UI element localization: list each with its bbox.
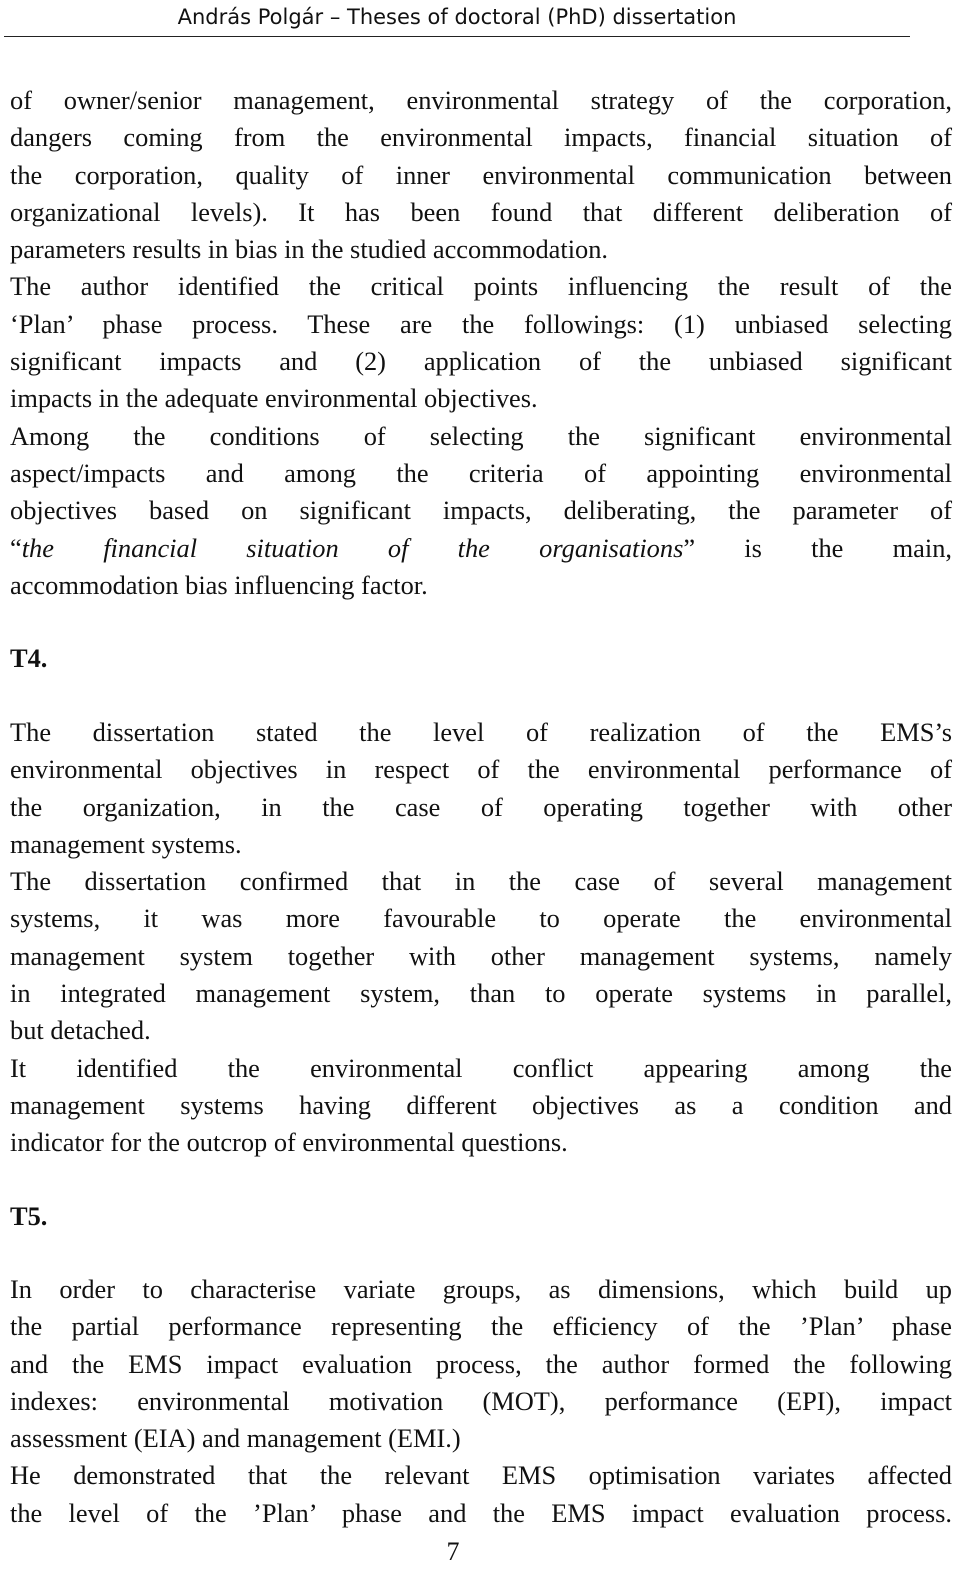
- text-line: indicator for the outcrop of environmental questions.: [10, 1127, 568, 1158]
- running-header: András Polgár – Theses of doctoral (PhD) dissertation: [4, 0, 910, 37]
- paragraph-block-1: [10, 82, 952, 604]
- plain-word: is: [744, 532, 762, 563]
- text-line: parameters results in bias in the studied accommodation.: [10, 234, 609, 265]
- page-number: 7: [446, 1537, 460, 1566]
- text-line: assessment (EIA) and management (EMI.): [10, 1423, 461, 1454]
- paragraph-block-3: [10, 1271, 952, 1532]
- text-line: It identified the environmental conflict appearing among the: [10, 1052, 952, 1083]
- text-line: management systems.: [10, 828, 242, 859]
- italic-word: the: [457, 532, 490, 563]
- section-heading-t4: T4.: [10, 643, 48, 673]
- plain-word: main,: [892, 532, 952, 563]
- text-line: the level of the ’Plan’ phase and the EMS impact evaluation process.: [10, 1497, 952, 1528]
- italic-word: situation: [246, 532, 339, 563]
- text-line: organizational levels). It has been found that different deliberation of: [10, 196, 952, 227]
- plain-word: the: [811, 532, 844, 563]
- text-line: the corporation, quality of inner environmental communication between: [10, 159, 952, 190]
- text-line: environmental objectives in respect of the environmental performance of: [10, 754, 952, 785]
- text-line: aspect/impacts and among the criteria of appointing environmental: [10, 457, 952, 488]
- text-line: in integrated management system, than to operate systems in parallel,: [10, 978, 952, 1009]
- text-line: dangers coming from the environmental impacts, financial situation of: [10, 122, 952, 153]
- text-line: but detached.: [10, 1015, 151, 1046]
- italic-word: organisations: [539, 532, 684, 563]
- section-heading-t5: T5.: [10, 1201, 48, 1231]
- text-line: The author identified the critical points influencing the result of the: [10, 271, 952, 302]
- text-line: accommodation bias influencing factor.: [10, 569, 428, 600]
- italic-word: the: [21, 532, 54, 563]
- text-line: and the EMS impact evaluation process, the author formed the following: [10, 1348, 952, 1379]
- text-line: The dissertation stated the level of realization of the EMS’s: [10, 717, 952, 747]
- text-line: indexes: environmental motivation (MOT), performance (EPI), impact: [10, 1385, 952, 1416]
- text-line: management system together with other management systems, namely: [10, 940, 952, 971]
- text-line: the organization, in the case of operating together with other: [10, 791, 952, 822]
- text-line: Among the conditions of selecting the significant environmental: [10, 420, 952, 451]
- text-line: He demonstrated that the relevant EMS optimisation variates affected: [10, 1460, 952, 1491]
- text-line: ‘Plan’ phase process. These are the followings: (1) unbiased selecting: [10, 308, 952, 339]
- text-line: impacts in the adequate environmental objectives.: [10, 383, 538, 414]
- open-quote: “: [10, 532, 22, 563]
- paragraph-block-2: [10, 714, 952, 1162]
- text-line-italic-quote: [10, 530, 952, 567]
- text-line: significant impacts and (2) application of the unbiased significant: [10, 346, 952, 377]
- close-quote: ”: [683, 532, 696, 563]
- italic-word: financial: [103, 532, 198, 563]
- text-line: management systems having different objectives as a condition and: [10, 1089, 952, 1120]
- text-line: In order to characterise variate groups, as dimensions, which build up: [10, 1274, 952, 1304]
- text-line: the partial performance representing the efficiency of the ’Plan’ phase: [10, 1311, 952, 1342]
- text-line: of owner/senior management, environmental strategy of the corporation,: [10, 85, 952, 115]
- text-line: systems, it was more favourable to operate the environmental: [10, 903, 952, 934]
- italic-word: of: [387, 532, 409, 563]
- text-line: objectives based on significant impacts, deliberating, the parameter of: [10, 495, 952, 526]
- text-line: The dissertation confirmed that in the case of several management: [10, 866, 952, 897]
